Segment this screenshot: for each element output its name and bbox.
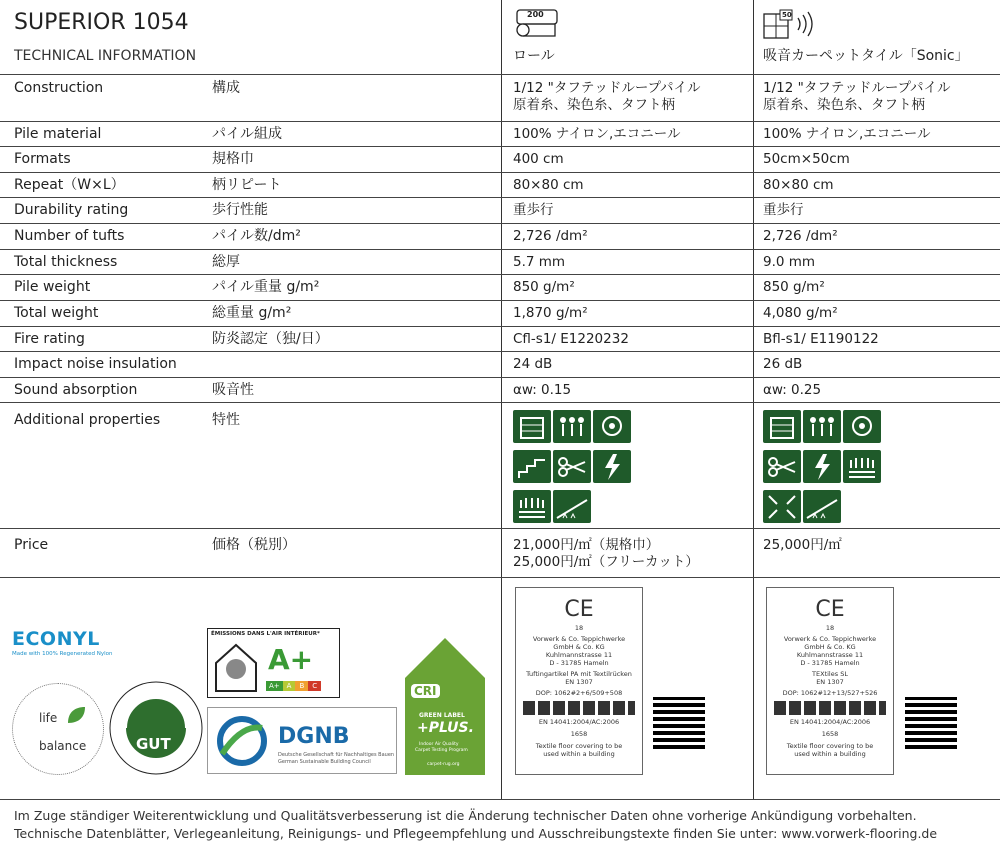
leaf-icon xyxy=(65,704,87,726)
row-label-jp: 総重量 g/m² xyxy=(212,305,292,321)
ce-number: 18 xyxy=(574,623,584,632)
underfloor-heating-icon xyxy=(843,450,881,483)
row-label: Total thickness xyxy=(14,254,118,270)
row-divider xyxy=(0,300,1000,301)
ce-label-roll xyxy=(515,587,643,775)
roll-column-header: ロール xyxy=(513,48,555,64)
roll-value: 80×80 cm xyxy=(513,177,584,193)
row-divider xyxy=(0,172,1000,173)
dgnb-sub1: Deutsche Gesellschaft für Nachhaltiges Bauen xyxy=(278,752,395,758)
row-divider xyxy=(0,326,1000,327)
row-label: Formats xyxy=(14,151,71,167)
footer-line-2: Technische Datenblätter, Verlegeanleitung, Reinigungs- und Pflegeempfehlung und Ausschreibungstexte finden Sie unter: www.vorwerk-flooring.de xyxy=(14,826,938,841)
house-icon xyxy=(212,641,260,693)
price-label: Price xyxy=(14,537,49,553)
roll-value: 400 cm xyxy=(513,151,564,167)
row-divider xyxy=(0,528,1000,529)
cri-sub2: Carpet Testing Program xyxy=(415,748,468,753)
price-tile: 25,000円/㎡ xyxy=(763,537,842,553)
row-label-jp: 歩行性能 xyxy=(212,202,268,218)
row-label: Pile weight xyxy=(14,279,91,295)
page-subtitle: TECHNICAL INFORMATION xyxy=(14,48,197,64)
dgnb-emblem xyxy=(216,714,268,768)
row-label-jp: 防炎認定（独/日） xyxy=(212,331,329,347)
row-label: Sound absorption xyxy=(14,382,138,398)
roll-value: Cfl-s1/ E1220232 xyxy=(513,331,629,347)
ce-norm: EN 1307 xyxy=(816,678,844,687)
tile-badge: 50 xyxy=(782,11,792,19)
dgnb-sub2: German Sustainable Building Council xyxy=(278,759,371,765)
ce-use: Textile floor covering to be xyxy=(786,741,874,750)
underfloor-heating-icon xyxy=(513,490,551,523)
ce-use2: used within a building xyxy=(794,749,866,758)
dgnb-logo xyxy=(207,707,397,774)
column-divider xyxy=(753,577,754,799)
scale-c: C xyxy=(308,681,321,691)
balance-text: balance xyxy=(39,739,87,753)
row-divider xyxy=(0,74,1000,75)
ce-company2: GmbH & Co. KG xyxy=(553,642,605,651)
ce-standard: EN 14041:2004/AC:2006 xyxy=(789,717,871,726)
roll-value: 重歩行 xyxy=(513,202,554,218)
tile-value: 2,726 /dm² xyxy=(763,228,838,244)
tile-value: 850 g/m² xyxy=(763,279,825,295)
row-label-jp: パイル組成 xyxy=(212,126,282,142)
row-divider xyxy=(0,377,1000,378)
tile-value: 26 dB xyxy=(763,356,803,372)
wet-cleaning-icon xyxy=(803,490,841,523)
econyl-logo xyxy=(12,628,113,657)
econyl-tagline: Made with 100% Regenerated Nylon xyxy=(12,651,113,657)
stairs-icon xyxy=(513,450,551,483)
roll-value: 5.7 mm xyxy=(513,254,566,270)
wet-cleaning-icon xyxy=(553,490,591,523)
row-label-jp: 柄リピート xyxy=(212,177,282,193)
roll-value: 2,726 /dm² xyxy=(513,228,588,244)
cri-url: carpet-rug.org xyxy=(427,762,460,767)
footer-line-1: Im Zuge ständiger Weiterentwicklung und Qualitätsverbesserung ist die Änderung technischer Daten ohne vorherige Ankündigung vorbehalten. xyxy=(14,808,917,823)
tile-format-icon xyxy=(762,8,822,40)
ce-label-tile xyxy=(766,587,894,775)
tile-value: 80×80 cm xyxy=(763,177,834,193)
scissors-icon xyxy=(553,450,591,483)
row-label: Construction xyxy=(14,80,104,96)
gut-logo xyxy=(108,680,204,776)
tile-value-2: 原着糸、染色糸、タフト柄 xyxy=(763,97,925,113)
row-divider xyxy=(0,351,1000,352)
row-divider xyxy=(0,121,1000,122)
free-lay-icon xyxy=(763,490,801,523)
row-label-jp: 吸音性 xyxy=(212,382,254,398)
row-label-jp: 総厚 xyxy=(212,254,240,270)
qr-code-roll[interactable] xyxy=(653,697,705,749)
dgnb-text: DGNB xyxy=(278,724,350,749)
ce-norm: EN 1307 xyxy=(565,678,593,687)
row-label: Fire rating xyxy=(14,331,85,347)
row-label: Impact noise insulation xyxy=(14,356,177,372)
ce-use2: used within a building xyxy=(543,749,615,758)
roll-value: 100% ナイロン,エコニール xyxy=(513,126,681,142)
roll-value-2: 原着糸、染色糸、タフト柄 xyxy=(513,97,675,113)
cri-text: CRI xyxy=(411,684,440,698)
roll-value: 850 g/m² xyxy=(513,279,575,295)
tile-value: Bfl-s1/ E1190122 xyxy=(763,331,879,347)
ce-street: Kuhlmannstrasse 11 xyxy=(545,650,613,659)
ce-standard: EN 14041:2004/AC:2006 xyxy=(538,717,620,726)
emissions-grade: A+ xyxy=(268,643,314,676)
row-label: Number of tufts xyxy=(14,228,125,244)
roll-value: αw: 0.15 xyxy=(513,382,572,398)
ce-product: Tuftingartikel PA mit Textilrücken xyxy=(526,670,632,679)
page-title: SUPERIOR 1054 xyxy=(14,10,189,35)
ce-city: D - 31785 Hameln xyxy=(800,659,860,667)
cri-green-label-logo xyxy=(405,638,485,775)
row-divider xyxy=(0,402,1000,403)
row-divider xyxy=(0,274,1000,275)
office-building-icon xyxy=(763,410,801,443)
tile-value: 1/12 "タフテッドループパイル xyxy=(763,80,951,96)
cri-green: GREEN LABEL xyxy=(419,712,465,719)
tile-value: 4,080 g/m² xyxy=(763,305,838,321)
row-label-jp: 構成 xyxy=(212,80,240,96)
ce-number: 18 xyxy=(825,623,835,632)
row-label: Pile material xyxy=(14,126,102,142)
tile-value: αw: 0.25 xyxy=(763,382,822,398)
scissors-icon xyxy=(763,450,801,483)
row-divider xyxy=(0,249,1000,250)
ce-dop: DOP: 1062#2+6/509+508 xyxy=(535,689,623,698)
roll-value: 1,870 g/m² xyxy=(513,305,588,321)
ce-use: Textile floor covering to be xyxy=(535,741,623,750)
roll-value: 24 dB xyxy=(513,356,553,372)
tile-value: 50cm×50cm xyxy=(763,151,850,167)
price-label-jp: 価格（税別） xyxy=(212,537,296,553)
emissions-label xyxy=(207,628,340,698)
scale-b: B xyxy=(295,681,308,691)
qr-code-tile[interactable] xyxy=(905,697,957,749)
ce-company: Vorwerk & Co. Teppichwerke xyxy=(783,634,877,643)
price-roll: 21,000円/㎡（規格巾） xyxy=(513,537,660,553)
gut-text: GUT xyxy=(136,735,171,753)
ce-street: Kuhlmannstrasse 11 xyxy=(796,650,864,659)
column-divider xyxy=(753,0,754,577)
tile-value: 重歩行 xyxy=(763,202,804,218)
ce-code: 1658 xyxy=(570,729,588,738)
ce-mark: CE xyxy=(815,597,845,622)
ce-company2: GmbH & Co. KG xyxy=(804,642,856,651)
row-divider xyxy=(0,223,1000,224)
econyl-wordmark: ECONYL xyxy=(12,628,100,650)
column-divider xyxy=(501,0,502,577)
tile-value: 100% ナイロン,エコニール xyxy=(763,126,931,142)
ce-mark: CE xyxy=(564,597,594,622)
row-divider xyxy=(0,799,1000,800)
ce-city: D - 31785 Hameln xyxy=(549,659,609,667)
row-divider xyxy=(0,577,1000,578)
ce-dop: DOP: 1062#12+13/527+526 xyxy=(782,689,878,698)
row-label-jp: パイル数/dm² xyxy=(212,228,301,244)
row-label: Additional properties xyxy=(14,412,161,428)
row-label: Durability rating xyxy=(14,202,129,218)
antistatic-icon xyxy=(803,450,841,483)
row-divider xyxy=(0,197,1000,198)
row-label-jp: 特性 xyxy=(212,412,240,428)
row-divider xyxy=(0,146,1000,147)
castor-chair-icon xyxy=(593,410,631,443)
ce-code: 1658 xyxy=(821,729,839,738)
roll-badge: 200 xyxy=(527,10,544,19)
row-label-jp: パイル重量 g/m² xyxy=(212,279,320,295)
roll-value: 1/12 "タフテッドループパイル xyxy=(513,80,701,96)
emissions-title: ÉMISSIONS DANS L'AIR INTÉRIEUR* xyxy=(211,631,320,637)
tile-column-header: 吸音カーペットタイル「Sonic」 xyxy=(763,48,969,64)
row-label-jp: 規格巾 xyxy=(212,151,254,167)
antistatic-icon xyxy=(593,450,631,483)
people-icon xyxy=(553,410,591,443)
life-text: life xyxy=(39,711,58,725)
castor-chair-icon xyxy=(843,410,881,443)
price-roll-cut: 25,000円/㎡（フリーカット） xyxy=(513,554,699,570)
column-divider xyxy=(501,577,502,799)
tile-value: 9.0 mm xyxy=(763,254,816,270)
row-label: Total weight xyxy=(14,305,99,321)
office-building-icon xyxy=(513,410,551,443)
ce-pictograms xyxy=(774,701,886,715)
scale-a: A xyxy=(283,681,296,691)
scale-a-plus: A+ xyxy=(266,681,283,691)
ce-pictograms xyxy=(523,701,635,715)
life-balance-logo xyxy=(12,683,104,775)
cri-plus: +PLUS. xyxy=(417,720,474,736)
row-label: Repeat（W×L） xyxy=(14,177,125,193)
people-icon xyxy=(803,410,841,443)
ce-product: TEXtiles SL xyxy=(812,670,848,679)
cri-sub1: Indoor Air Quality xyxy=(419,742,459,747)
ce-company: Vorwerk & Co. Teppichwerke xyxy=(532,634,626,643)
